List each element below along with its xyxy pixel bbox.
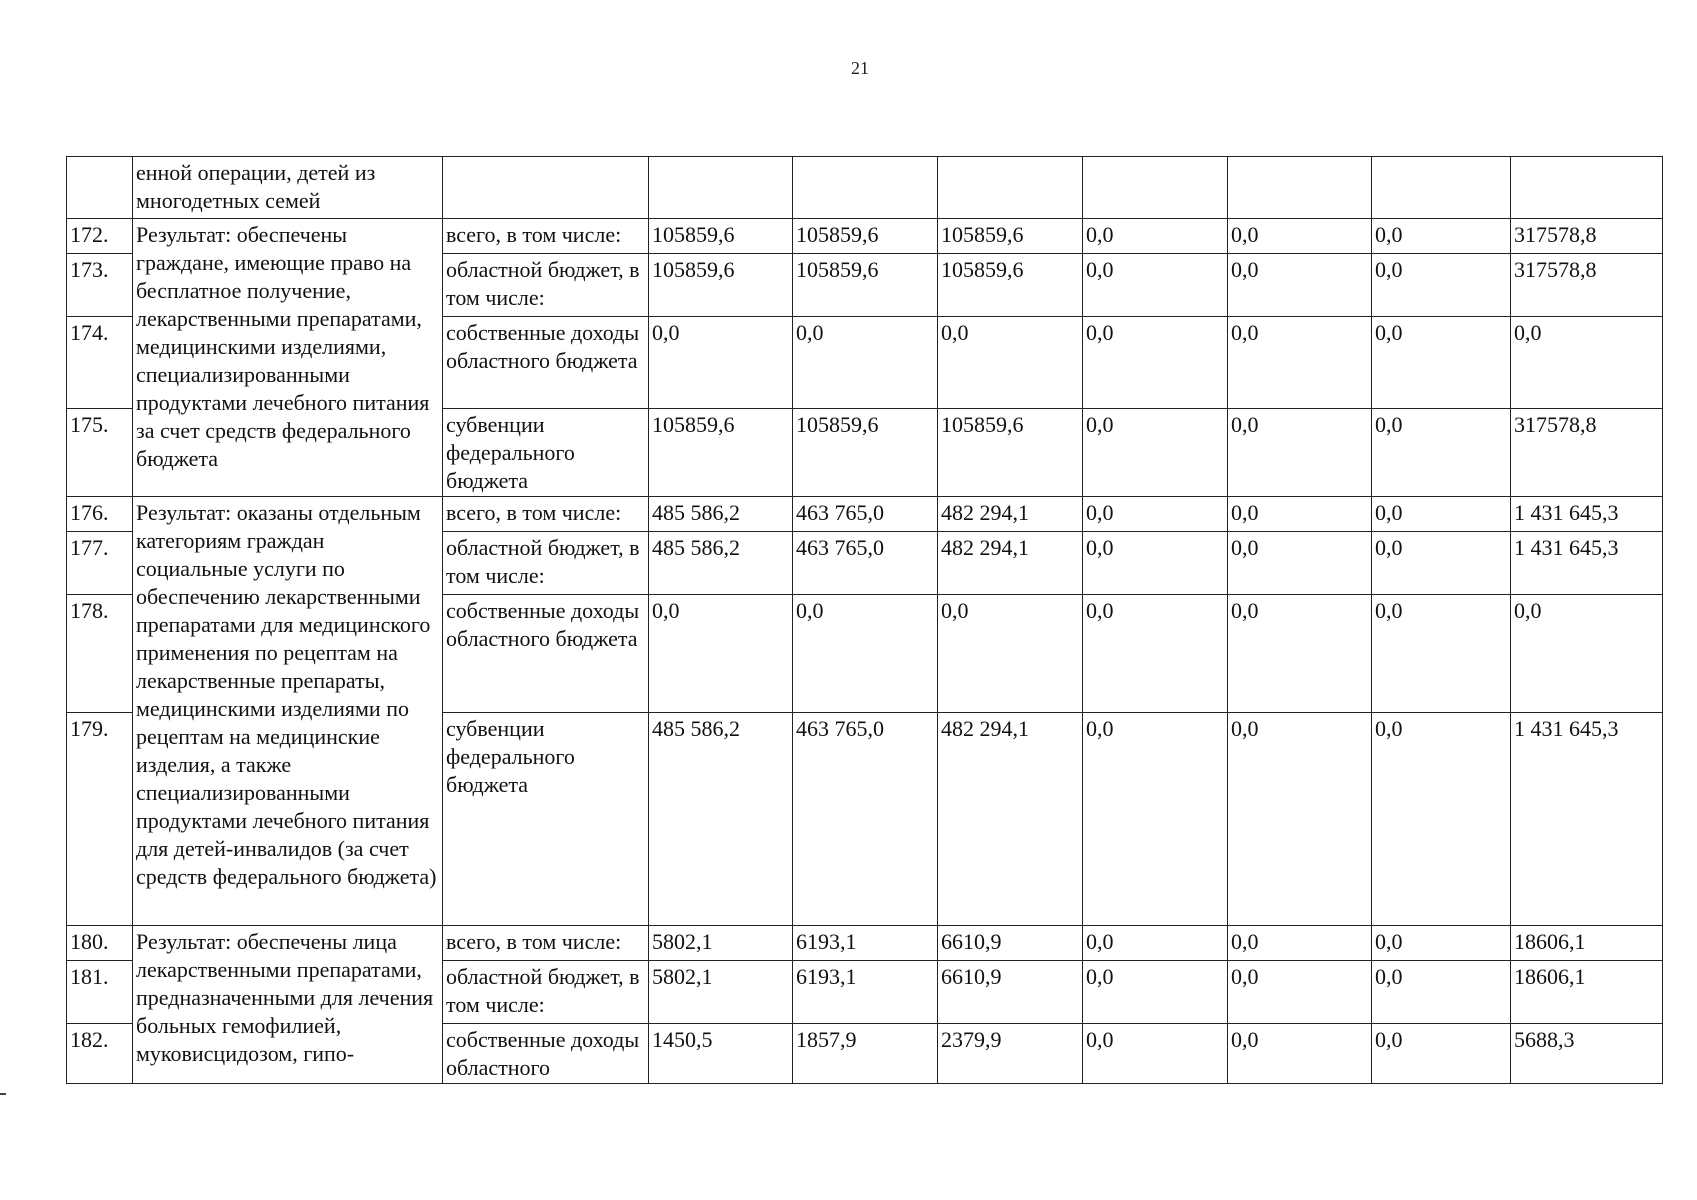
row-number-cell: 180.	[67, 926, 133, 961]
value-cell: 0,0	[1372, 961, 1511, 1024]
value-cell: 105859,6	[938, 219, 1083, 254]
value-cell: 0,0	[1083, 497, 1228, 532]
table-row	[67, 926, 1663, 961]
value-cell: 482 294,1	[938, 713, 1083, 926]
table-row	[67, 219, 1663, 254]
funding-source-cell: всего, в том числе:	[443, 497, 649, 532]
row-number-cell: 181.	[67, 961, 133, 1024]
value-cell: 0,0	[1228, 497, 1372, 532]
value-cell: 0,0	[1372, 595, 1511, 713]
page-number: 21	[851, 58, 869, 78]
value-cell: 482 294,1	[938, 532, 1083, 595]
funding-source-cell: собственные доходы областного	[443, 1024, 649, 1084]
row-number-cell: 175.	[67, 409, 133, 497]
value-cell: 6193,1	[793, 961, 938, 1024]
value-cell: 0,0	[938, 595, 1083, 713]
row-number-cell: 179.	[67, 713, 133, 926]
value-cell: 0,0	[1083, 1024, 1228, 1084]
funding-source-cell: областной бюджет, в том числе:	[443, 532, 649, 595]
value-cell: 0,0	[649, 317, 793, 409]
row-number-cell: 174.	[67, 317, 133, 409]
value-cell	[649, 157, 793, 219]
value-cell: 6610,9	[938, 961, 1083, 1024]
value-cell: 0,0	[1083, 595, 1228, 713]
value-cell: 0,0	[1228, 409, 1372, 497]
result-description-cell: енной операции, детей из многодетных семей	[133, 157, 443, 219]
value-cell: 0,0	[1372, 254, 1511, 317]
value-cell: 0,0	[1372, 532, 1511, 595]
value-cell: 105859,6	[938, 254, 1083, 317]
funding-source-cell: всего, в том числе:	[443, 219, 649, 254]
value-cell: 0,0	[1372, 219, 1511, 254]
value-cell: 0,0	[1228, 713, 1372, 926]
value-cell: 0,0	[1083, 532, 1228, 595]
row-number-cell: 172.	[67, 219, 133, 254]
value-cell: 0,0	[1083, 926, 1228, 961]
value-cell: 482 294,1	[938, 497, 1083, 532]
value-cell: 0,0	[938, 317, 1083, 409]
funding-source-cell: субвенции федерального бюджета	[443, 713, 649, 926]
value-cell: 5802,1	[649, 926, 793, 961]
value-cell: 0,0	[1372, 317, 1511, 409]
value-cell: 105859,6	[793, 409, 938, 497]
value-cell: 105859,6	[938, 409, 1083, 497]
value-cell: 0,0	[1372, 409, 1511, 497]
value-cell: 317578,8	[1511, 409, 1663, 497]
value-cell: 485 586,2	[649, 713, 793, 926]
value-cell: 317578,8	[1511, 219, 1663, 254]
value-cell: 0,0	[1228, 317, 1372, 409]
value-cell: 1450,5	[649, 1024, 793, 1084]
value-cell: 0,0	[649, 595, 793, 713]
value-cell: 317578,8	[1511, 254, 1663, 317]
result-description-cell: Результат: оказаны отдельным категориям граждан социальные услуги по обеспечению лекарственными препаратами для медицинского применения по рецептам на лекарственные препараты, медицинскими изделиями по рецептам на медицинские изделия, а также специализированными продуктами лечебного питания для детей-инвалидов (за счет средств федерального бюджета)	[133, 497, 443, 926]
funding-source-cell: областной бюджет, в том числе:	[443, 254, 649, 317]
value-cell: 1857,9	[793, 1024, 938, 1084]
value-cell: 0,0	[1228, 219, 1372, 254]
row-number-cell: 176.	[67, 497, 133, 532]
row-number-cell: 173.	[67, 254, 133, 317]
value-cell: 0,0	[1083, 254, 1228, 317]
value-cell: 0,0	[1228, 961, 1372, 1024]
continuation-row	[67, 157, 1663, 219]
result-description-cell: Результат: обеспечены лица лекарственными препаратами, предназначенными для лечения больных гемофилией, муковисцидозом, гипо-	[133, 926, 443, 1084]
value-cell: 0,0	[1228, 595, 1372, 713]
value-cell: 0,0	[1372, 926, 1511, 961]
value-cell: 0,0	[1372, 497, 1511, 532]
value-cell: 0,0	[1083, 409, 1228, 497]
value-cell: 0,0	[1228, 254, 1372, 317]
value-cell: 0,0	[793, 595, 938, 713]
value-cell: 1 431 645,3	[1511, 497, 1663, 532]
value-cell: 0,0	[1083, 713, 1228, 926]
value-cell: 105859,6	[649, 219, 793, 254]
value-cell: 0,0	[1228, 1024, 1372, 1084]
edge-mark	[0, 1093, 6, 1095]
value-cell	[793, 157, 938, 219]
result-description-cell: Результат: обеспечены граждане, имеющие право на бесплатное получение, лекарственными препаратами, медицинскими изделиями, специализированными продуктами лечебного питания за счет средств федерального бюджета	[133, 219, 443, 497]
value-cell: 0,0	[1372, 1024, 1511, 1084]
row-number-cell: 182.	[67, 1024, 133, 1084]
value-cell	[938, 157, 1083, 219]
value-cell	[1083, 157, 1228, 219]
funding-source-cell: собственные доходы областного бюджета	[443, 317, 649, 409]
value-cell: 1 431 645,3	[1511, 713, 1663, 926]
value-cell: 0,0	[793, 317, 938, 409]
value-cell: 6193,1	[793, 926, 938, 961]
value-cell: 5688,3	[1511, 1024, 1663, 1084]
value-cell	[1372, 157, 1511, 219]
value-cell: 485 586,2	[649, 497, 793, 532]
row-number-cell	[67, 157, 133, 219]
row-number-cell: 178.	[67, 595, 133, 713]
value-cell: 0,0	[1372, 713, 1511, 926]
value-cell: 6610,9	[938, 926, 1083, 961]
value-cell: 18606,1	[1511, 961, 1663, 1024]
value-cell: 0,0	[1511, 317, 1663, 409]
table-row	[67, 497, 1663, 532]
value-cell: 0,0	[1228, 532, 1372, 595]
funding-source-cell	[443, 157, 649, 219]
value-cell: 18606,1	[1511, 926, 1663, 961]
value-cell: 2379,9	[938, 1024, 1083, 1084]
value-cell: 485 586,2	[649, 532, 793, 595]
funding-source-cell: собственные доходы областного бюджета	[443, 595, 649, 713]
budget-table	[66, 156, 1663, 1084]
funding-source-cell: всего, в том числе:	[443, 926, 649, 961]
value-cell: 463 765,0	[793, 713, 938, 926]
table-body	[67, 157, 1663, 1084]
value-cell: 5802,1	[649, 961, 793, 1024]
value-cell: 105859,6	[793, 219, 938, 254]
value-cell	[1228, 157, 1372, 219]
value-cell: 463 765,0	[793, 497, 938, 532]
value-cell: 0,0	[1083, 961, 1228, 1024]
value-cell: 463 765,0	[793, 532, 938, 595]
value-cell: 1 431 645,3	[1511, 532, 1663, 595]
row-number-cell: 177.	[67, 532, 133, 595]
value-cell: 105859,6	[793, 254, 938, 317]
funding-source-cell: областной бюджет, в том числе:	[443, 961, 649, 1024]
value-cell	[1511, 157, 1663, 219]
funding-source-cell: субвенции федерального бюджета	[443, 409, 649, 497]
value-cell: 105859,6	[649, 409, 793, 497]
value-cell: 0,0	[1228, 926, 1372, 961]
value-cell: 0,0	[1083, 219, 1228, 254]
value-cell: 105859,6	[649, 254, 793, 317]
value-cell: 0,0	[1083, 317, 1228, 409]
value-cell: 0,0	[1511, 595, 1663, 713]
